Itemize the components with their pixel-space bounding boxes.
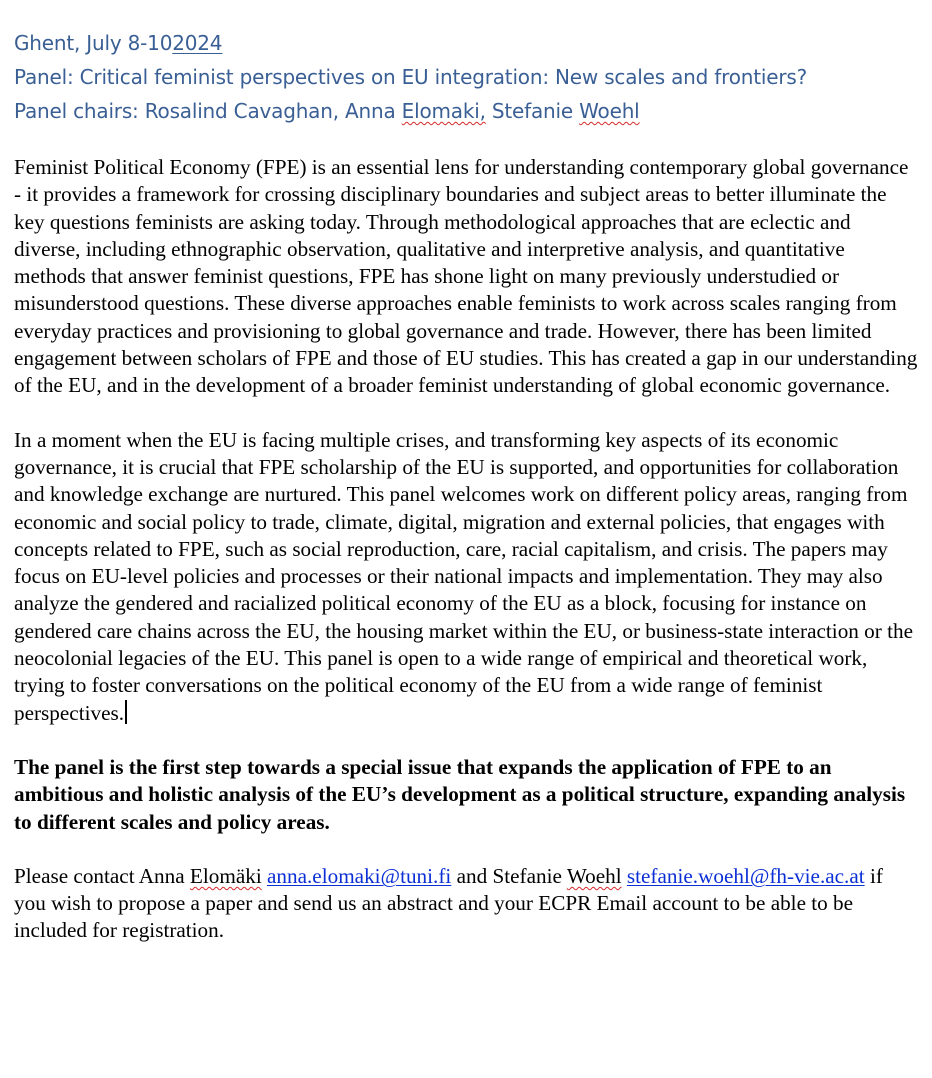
event-year: 2024 — [172, 31, 223, 55]
contact-prefix: Please contact Anna — [14, 863, 190, 888]
document-header — [14, 26, 918, 128]
panel-chairs — [14, 94, 918, 128]
text-cursor — [125, 700, 127, 724]
panel-title: Panel: Critical feminist perspectives on EU integration: New scales and frontiers? — [14, 65, 807, 89]
paragraph-panel-scope — [14, 427, 918, 727]
paragraph-special-issue: The panel is the first step towards a special issue that expands the application of FPE to an ambitious and holistic analysis of the EU’s development as a political structure, expanding analysis to different scales and policy areas. — [14, 754, 906, 834]
email-link-woehl[interactable]: stefanie.woehl@fh-vie.ac.at — [626, 863, 865, 888]
paragraph-panel-scope-text: In a moment when the EU is facing multiple crises, and transforming key aspects of its economic governance, it is crucial that FPE scholarship of the EU is supported, and opportunities for collaboration and knowledge exchange are nurtured. This panel welcomes work on different policy areas, ranging from economic and social policy to trade, climate, digital, migration and external policies, that engages with concepts related to FPE, such as social reproduction, care, racial capitalism, and crisis. The papers may focus on EU-level policies and processes or their national impacts and implementation. They may also analyze the gendered and racialized political economy of the EU as a block, focusing for instance on gendered care chains across the EU, the housing market within the EU, or business-state interaction or the neocolonial legacies of the EU. This panel is open to a wide range of empirical and theoretical work, trying to foster conversations on the political economy of the EU from a wide range of feminist perspectives. — [14, 427, 914, 725]
chair-surname-elomaki: Elomaki, — [401, 99, 486, 123]
chairs-prefix: Panel chairs: Rosalind Cavaghan, Anna — [14, 99, 402, 123]
document-body — [14, 154, 918, 945]
chair-surname-woehl: Woehl — [579, 99, 640, 123]
email-link-elomaki[interactable]: anna.elomaki@tuni.fi — [267, 863, 452, 888]
contact-mid: and Stefanie — [451, 863, 567, 888]
contact-surname-woehl: Woehl — [566, 863, 622, 888]
document-page[interactable] — [14, 0, 918, 972]
location-date-text: Ghent, July 8-10 — [14, 31, 173, 55]
paragraph-fpe-intro: Feminist Political Economy (FPE) is an essential lens for understanding contemporary global governance - it provides a framework for crossing disciplinary boundaries and subject areas to better illuminate the key questions feminists are asking today. Through methodological approaches that are eclectic and diverse, including ethnographic observation, qualitative and interpretive analysis, and quantitative methods that answer feminist questions, FPE has shone light on many previously understudied or misunderstood questions. These diverse approaches enable feminists to work across scales ranging from everyday practices and provisioning to global governance and trade. However, there has been limited engagement between scholars of FPE and those of EU studies. This has created a gap in our understanding of the EU, and in the development of a broader feminist understanding of global economic governance. — [14, 155, 918, 398]
contact-suffix: if you wish to propose a paper and send us an abstract and your ECPR Email account to be able to be included for registration. — [14, 863, 883, 943]
paragraph-contact — [14, 863, 918, 945]
chairs-mid: Stefanie — [485, 99, 580, 123]
contact-surname-elomaki: Elomäki — [189, 863, 262, 888]
event-location-date — [14, 26, 918, 60]
